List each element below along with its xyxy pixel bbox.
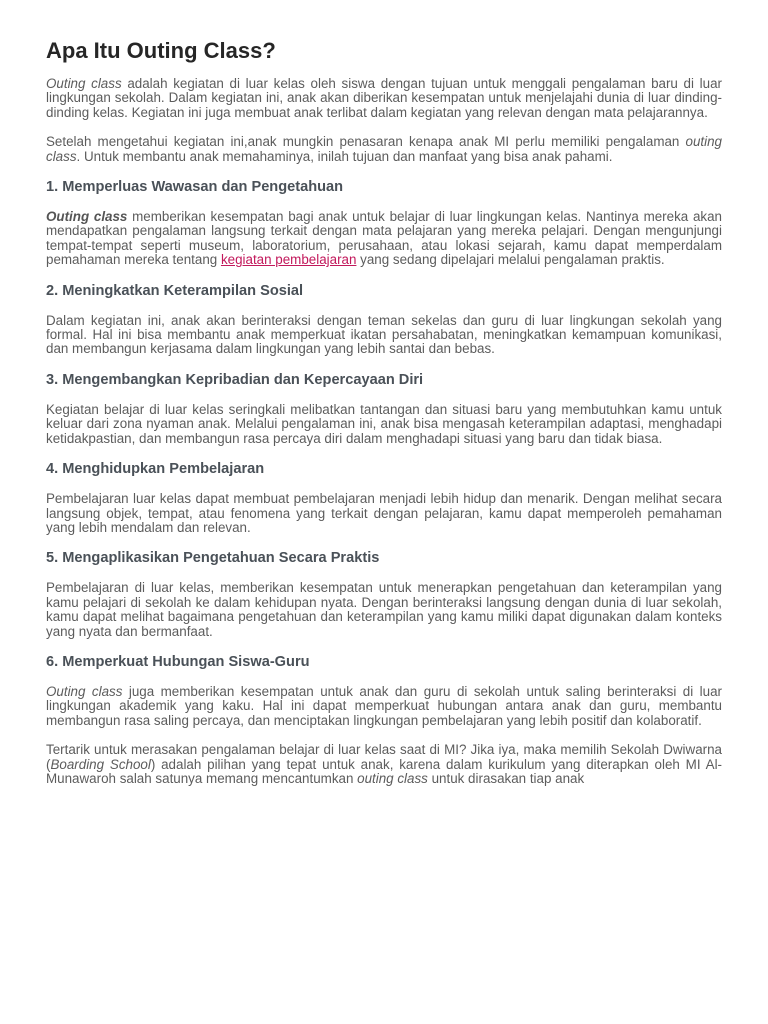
section-paragraph-3: Kegiatan belajar di luar kelas seringkali melibatkan tantangan dan situasi baru yang membutuhkan kamu untuk keluar dari zona nyaman anak. Melalui pengalaman ini, anak bisa mengasah keterampilan adaptasi, menghadapi ketidakpastian, dan membangun rasa percaya diri dalam menghadapi situasi yang baru dan tidak biasa. — [46, 401, 722, 446]
section-heading-2: 2. Meningkatkan Keterampilan Sosial — [46, 282, 304, 299]
closing-paragraph: Tertarik untuk merasakan pengalaman belajar di luar kelas saat di MI? Jika iya, maka memilih Sekolah Dwiwarna (Boarding School) adalah pilihan yang tepat untuk anak, karena dalam kurikulum yang diterapkan oleh MI Al-Munawaroh salah satunya memang mencantumkan outing class untuk dirasakan tiap anak — [46, 742, 722, 786]
section-heading-1: 1. Memperluas Wawasan dan Pengetahuan — [46, 179, 344, 196]
term-outing-class: Outing class — [46, 76, 122, 91]
term-outing-class: Outing class — [46, 683, 123, 699]
section-heading-4: 4. Menghidupkan Pembelajaran — [46, 461, 265, 478]
term-boarding-school: Boarding School — [50, 756, 151, 772]
section-paragraph-1: Outing class memberikan kesempatan bagi anak untuk belajar di luar lingkungan kelas. Nantinya mereka akan mendapatkan pengalaman langsung terkait dengan mata pelajaran yang mereka pelajari. Dengan mengunjungi tempat-tempat seperti museum, laboratorium, perusahaan, atau lokasi sejarah, kamu dapat memperdalam pemahaman mereka tentang kegiatan pembelajaran yang sedang dipelajari melalui pengalaman praktis. — [46, 209, 722, 268]
term-outing-class: Outing class — [46, 209, 128, 225]
intro-paragraph-2: Setelah mengetahui kegiatan ini,anak mungkin penasaran kenapa anak MI perlu memiliki pengalaman outing class. Untuk membantu anak memahaminya, inilah tujuan dan manfaat yang bisa anak pahami. — [46, 134, 722, 164]
section-heading-3: 3. Mengembangkan Kepribadian dan Kepercayaan Diri — [46, 371, 424, 388]
intro-paragraph-1: Outing class adalah kegiatan di luar kelas oleh siswa dengan tujuan untuk menggali pengalaman baru di luar lingkungan sekolah. Dalam kegiatan ini, anak akan diberikan kesempatan untuk menjelajahi dunia di luar dinding-dinding kelas. Kegiatan ini juga membuat anak terlibat dalam kegiatan yang relevan dengan mata pelajarannya. — [46, 76, 722, 120]
term-outing-class: outing class — [357, 770, 428, 786]
term-outing-class: outing class — [46, 134, 722, 164]
section-heading-6: 6. Memperkuat Hubungan Siswa-Guru — [46, 653, 310, 670]
section-paragraph-4: Pembelajaran luar kelas dapat membuat pembelajaran menjadi lebih hidup dan menarik. Dengan melihat secara langsung objek, tempat, atau fenomena yang terkait dengan pelajaran, kamu dapat memperoleh pemahaman yang lebih mendalam dan relevan. — [46, 491, 722, 535]
page-title: Apa Itu Outing Class? — [46, 38, 276, 63]
section-heading-5: 5. Mengaplikasikan Pengetahuan Secara Praktis — [46, 550, 380, 567]
section-paragraph-6: Outing class juga memberikan kesempatan untuk anak dan guru di sekolah untuk saling berinteraksi di luar lingkungan akademik yang kaku. Hal ini dapat memperkuat hubungan antara anak dan guru, membantu membangun rasa saling percaya, dan menciptakan lingkungan pembelajaran yang lebih positif dan kolaboratif. — [46, 683, 722, 728]
section-paragraph-2: Dalam kegiatan ini, anak akan berinteraksi dengan teman sekelas dan guru di luar lingkungan sekolah yang formal. Hal ini bisa membantu anak memperkuat ikatan persahabatan, meningkatkan kemampuan komunikasi, dan membangun kerjasama dalam lingkungan yang lebih santai dan bebas. — [46, 312, 722, 357]
section-paragraph-5: Pembelajaran di luar kelas, memberikan kesempatan untuk menerapkan pengetahuan dan keterampilan yang kamu pelajari di sekolah ke dalam kehidupan nyata. Dengan berinteraksi langsung dengan dunia di luar sekolah, kamu dapat melihat bagaimana pengetahuan dan keterampilan yang kamu miliki dapat digunakan dalam konteks yang nyata dan bermanfaat. — [46, 580, 722, 639]
link-kegiatan-pembelajaran[interactable]: kegiatan pembelajaran — [220, 252, 357, 268]
